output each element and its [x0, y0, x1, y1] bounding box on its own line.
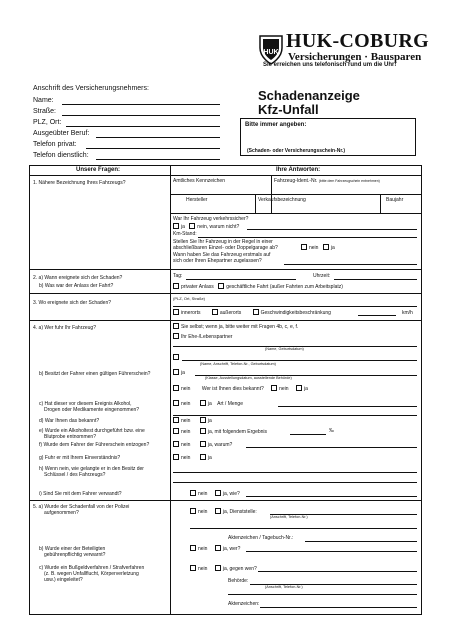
q4-c2: Drogen oder Medikamente eingenommen? — [44, 407, 140, 413]
checkbox[interactable] — [212, 309, 218, 315]
checkbox[interactable] — [173, 354, 179, 360]
checkbox[interactable] — [301, 244, 307, 250]
q1-verkauf: Verkaufsbezeichnung — [258, 197, 306, 203]
checkbox[interactable] — [200, 428, 206, 434]
checkbox[interactable] — [323, 244, 329, 250]
q4-f: f) Wurde dem Fahrer der Führerschein entzogen? — [39, 442, 150, 448]
q1-zulassung-2: sich oder Ihren Ehepartner zugelassen? — [173, 258, 262, 264]
q4-h1: h) Wenn nein, wie gelangte er in den Besitz der — [39, 466, 144, 472]
checkbox[interactable] — [215, 508, 221, 514]
checkbox[interactable] — [173, 323, 179, 329]
address-city-line[interactable] — [66, 126, 220, 127]
checkbox[interactable] — [200, 454, 206, 460]
q1-verkehr: War Ihr Fahrzeug verkehrssicher? — [173, 216, 249, 222]
checkbox[interactable] — [200, 400, 206, 406]
q5-c3: usw.) eingeleitet? — [44, 577, 83, 583]
q4-e1: e) Wurde ein Alkoholtest durchgeführt bzw. eine — [39, 428, 145, 434]
checkbox[interactable] — [200, 417, 206, 423]
q2-uhrzeit: Uhrzeit: — [313, 273, 331, 279]
q1-garage-1: Stellen Sie Ihr Fahrzeug in der Regel in einer — [173, 239, 273, 245]
address-name-label: Name: — [33, 97, 54, 104]
q1-garage-2: abschließbaren Einzel- oder Doppelgarage ab? — [173, 245, 278, 251]
q5-behoerde: Behörde: — [228, 578, 249, 584]
q5-a-options: nein ja, Dienststelle: — [190, 508, 257, 515]
checkbox[interactable] — [173, 283, 179, 289]
q4-e2: Blutprobe entnommen? — [44, 434, 96, 440]
q5-a1: 5. a) Wurde der Schadenfall von der Polizei — [33, 504, 130, 510]
checkbox[interactable] — [173, 333, 179, 339]
address-city-label: PLZ, Ort: — [33, 119, 62, 126]
checkbox[interactable] — [173, 417, 179, 423]
q3-plz: (PLZ, Ort, Straße) — [173, 296, 206, 301]
q2-a: 2. a) Wann ereignete sich der Schaden? — [33, 275, 123, 281]
form-title: Schadenanzeige — [258, 88, 360, 103]
q2-b: b) Was war der Anlass der Fahrt? — [39, 283, 114, 289]
checkbox[interactable] — [173, 400, 179, 406]
checkbox[interactable] — [215, 565, 221, 571]
address-name-line[interactable] — [62, 104, 220, 105]
claim-number-box[interactable] — [240, 118, 416, 156]
q5-akten1: Aktenzeichen / Tagebuch-Nr.: — [228, 535, 294, 541]
address-job-line[interactable] — [96, 137, 220, 138]
checkbox[interactable] — [253, 309, 259, 315]
q4-g-options: nein ja — [173, 454, 212, 461]
svg-text:HUK: HUK — [263, 49, 279, 56]
q4-c-options: nein ja Art / Menge — [173, 400, 243, 407]
checkbox[interactable] — [173, 428, 179, 434]
checkbox[interactable] — [296, 385, 302, 391]
q4-name-geb: (Name, Geburtsdatum) — [265, 347, 304, 351]
q5-akten2: Aktenzeichen: — [228, 601, 260, 607]
address-phone-private-label: Telefon privat: — [33, 141, 77, 148]
q4-b-ja: ja — [173, 369, 185, 376]
form-subtitle: Kfz-Unfall — [258, 102, 319, 117]
checkbox[interactable] — [173, 385, 179, 391]
q4-promille: ‰ — [329, 428, 334, 434]
address-street-label: Straße: — [33, 108, 56, 115]
q2-anlass: privater Anlass geschäftliche Fahrt (außer Fahrten zum Arbeitsplatz) — [173, 283, 343, 290]
q4-i-options: nein ja, wie? — [190, 490, 240, 497]
q4-d-options: nein ja — [173, 417, 212, 424]
q4-klasse: (Klasse, Ausstellungsdatum, ausstellende Behörde) — [205, 376, 292, 380]
q5-c2: (z. B. wegen Unfallflucht, Körperverletzung — [44, 571, 139, 577]
checkbox[interactable] — [189, 223, 195, 229]
address-heading: Anschrift des Versicherungsnehmers: — [33, 85, 149, 92]
q5-b1: b) Wurde einer der Beteiligten — [39, 546, 106, 552]
q4-d: d) War Ihnen das bekannt? — [39, 418, 100, 424]
checkbox[interactable] — [215, 545, 221, 551]
q5-c1: c) Wurde ein Bußgeldverfahren / Strafverfahren — [39, 565, 145, 571]
q1-zulassung-1: Wann haben Sie das Fahrzeug erstmals auf — [173, 252, 271, 258]
q1-label: 1. Nähere Bezeichnung Ihres Fahrzeugs? — [33, 180, 126, 186]
brand-subtitle: Versicherungen · Bausparen — [288, 51, 422, 63]
checkbox[interactable] — [218, 283, 224, 289]
q4-other-checkbox — [173, 354, 181, 361]
q5-b-options: nein ja, wer? — [190, 545, 240, 552]
checkbox[interactable] — [173, 369, 179, 375]
brand-name: HUK-COBURG — [286, 30, 429, 52]
address-job-label: Ausgeübter Beruf: — [33, 130, 90, 137]
checkbox[interactable] — [173, 309, 179, 315]
q4-a: 4. a) Wer fuhr Ihr Fahrzeug? — [33, 325, 96, 331]
address-phone-work-label: Telefon dienstlich: — [33, 152, 89, 159]
q4-b-nein: nein Wer ist Ihnen dies bekannt? nein ja — [173, 385, 308, 392]
address-phone-work-line[interactable] — [96, 159, 220, 160]
q3-options: innerorts außerorts Geschwindigkeitsbeschränkung — [173, 309, 331, 316]
bitte-label: Bitte immer angeben: — [245, 122, 307, 128]
checkbox[interactable] — [190, 545, 196, 551]
claim-number-hint: (Schaden- oder Versicherungsschein-Nr.) — [247, 148, 346, 154]
checkbox[interactable] — [271, 385, 277, 391]
header-questions: Unsere Fragen: — [76, 167, 121, 173]
q4-e-options: nein ja, mit folgendem Ergebnis — [173, 428, 267, 435]
tagline: Sie erreichen uns telefonisch rund um die Uhr! — [263, 62, 397, 68]
checkbox[interactable] — [173, 454, 179, 460]
q4-anschrift: (Name, Anschrift, Telefon-Nr., Geburtsdatum) — [200, 362, 276, 366]
checkbox[interactable] — [190, 490, 196, 496]
header-answers: Ihre Antworten: — [276, 167, 321, 173]
q1-verkehr-options: ja nein, warum nicht? — [173, 223, 239, 230]
checkbox[interactable] — [190, 565, 196, 571]
q1-hersteller: Hersteller — [186, 197, 208, 203]
q4-selbst: Sie selbst; wenn ja, bitte weiter mit Fragen 4b, c, e, f. — [173, 323, 298, 330]
q4-h2: Schlüssel / des Fahrzeugs? — [44, 472, 106, 478]
q5-anschrift2: (Anschrift, Telefon-Nr.) — [265, 585, 303, 589]
q1-kennzeichen: Amtliches Kennzeichen — [173, 178, 225, 184]
q4-f-options: nein ja, warum? — [173, 441, 232, 448]
q1-km: Km-Stand: — [173, 231, 197, 237]
address-phone-private-line[interactable] — [86, 148, 220, 149]
address-street-line[interactable] — [62, 115, 220, 116]
q4-ehe: Ihr Ehe-/Lebenspartner — [173, 333, 232, 340]
q1-baujahr: Baujahr — [386, 197, 404, 203]
q3-kmh: km/h — [402, 310, 413, 316]
q1-ident: Fahrzeug-Ident.-Nr. (bitte dem Fahrzeugschein entnehmen) — [274, 178, 380, 184]
q1-garage-options: nein ja — [301, 244, 335, 251]
q5-b2: gebührenpflichtig verwarnt? — [44, 552, 106, 558]
q5-anschrift: (Anschrift, Telefon-Nr.) — [270, 515, 308, 519]
checkbox[interactable] — [215, 490, 221, 496]
q2-tag: Tag: — [173, 273, 183, 279]
q5-a2: aufgenommen? — [44, 510, 79, 516]
checkbox[interactable] — [190, 508, 196, 514]
q4-b: b) Besitzt der Fahrer einen gültigen Führerschein? — [39, 371, 151, 377]
checkbox[interactable] — [173, 441, 179, 447]
q4-i: i) Sind Sie mit dem Fahrer verwandt? — [39, 491, 122, 497]
checkbox[interactable] — [200, 441, 206, 447]
q5-c-options: nein ja, gegen wen? — [190, 565, 257, 572]
q3-label: 3. Wo ereignete sich der Schaden? — [33, 300, 112, 306]
checkbox[interactable] — [173, 223, 179, 229]
q4-c1: c) Hat dieser vor diesem Ereignis Alkohol, — [39, 401, 132, 407]
q4-g: g) Fuhr er mit Ihrem Einverständnis? — [39, 455, 121, 461]
